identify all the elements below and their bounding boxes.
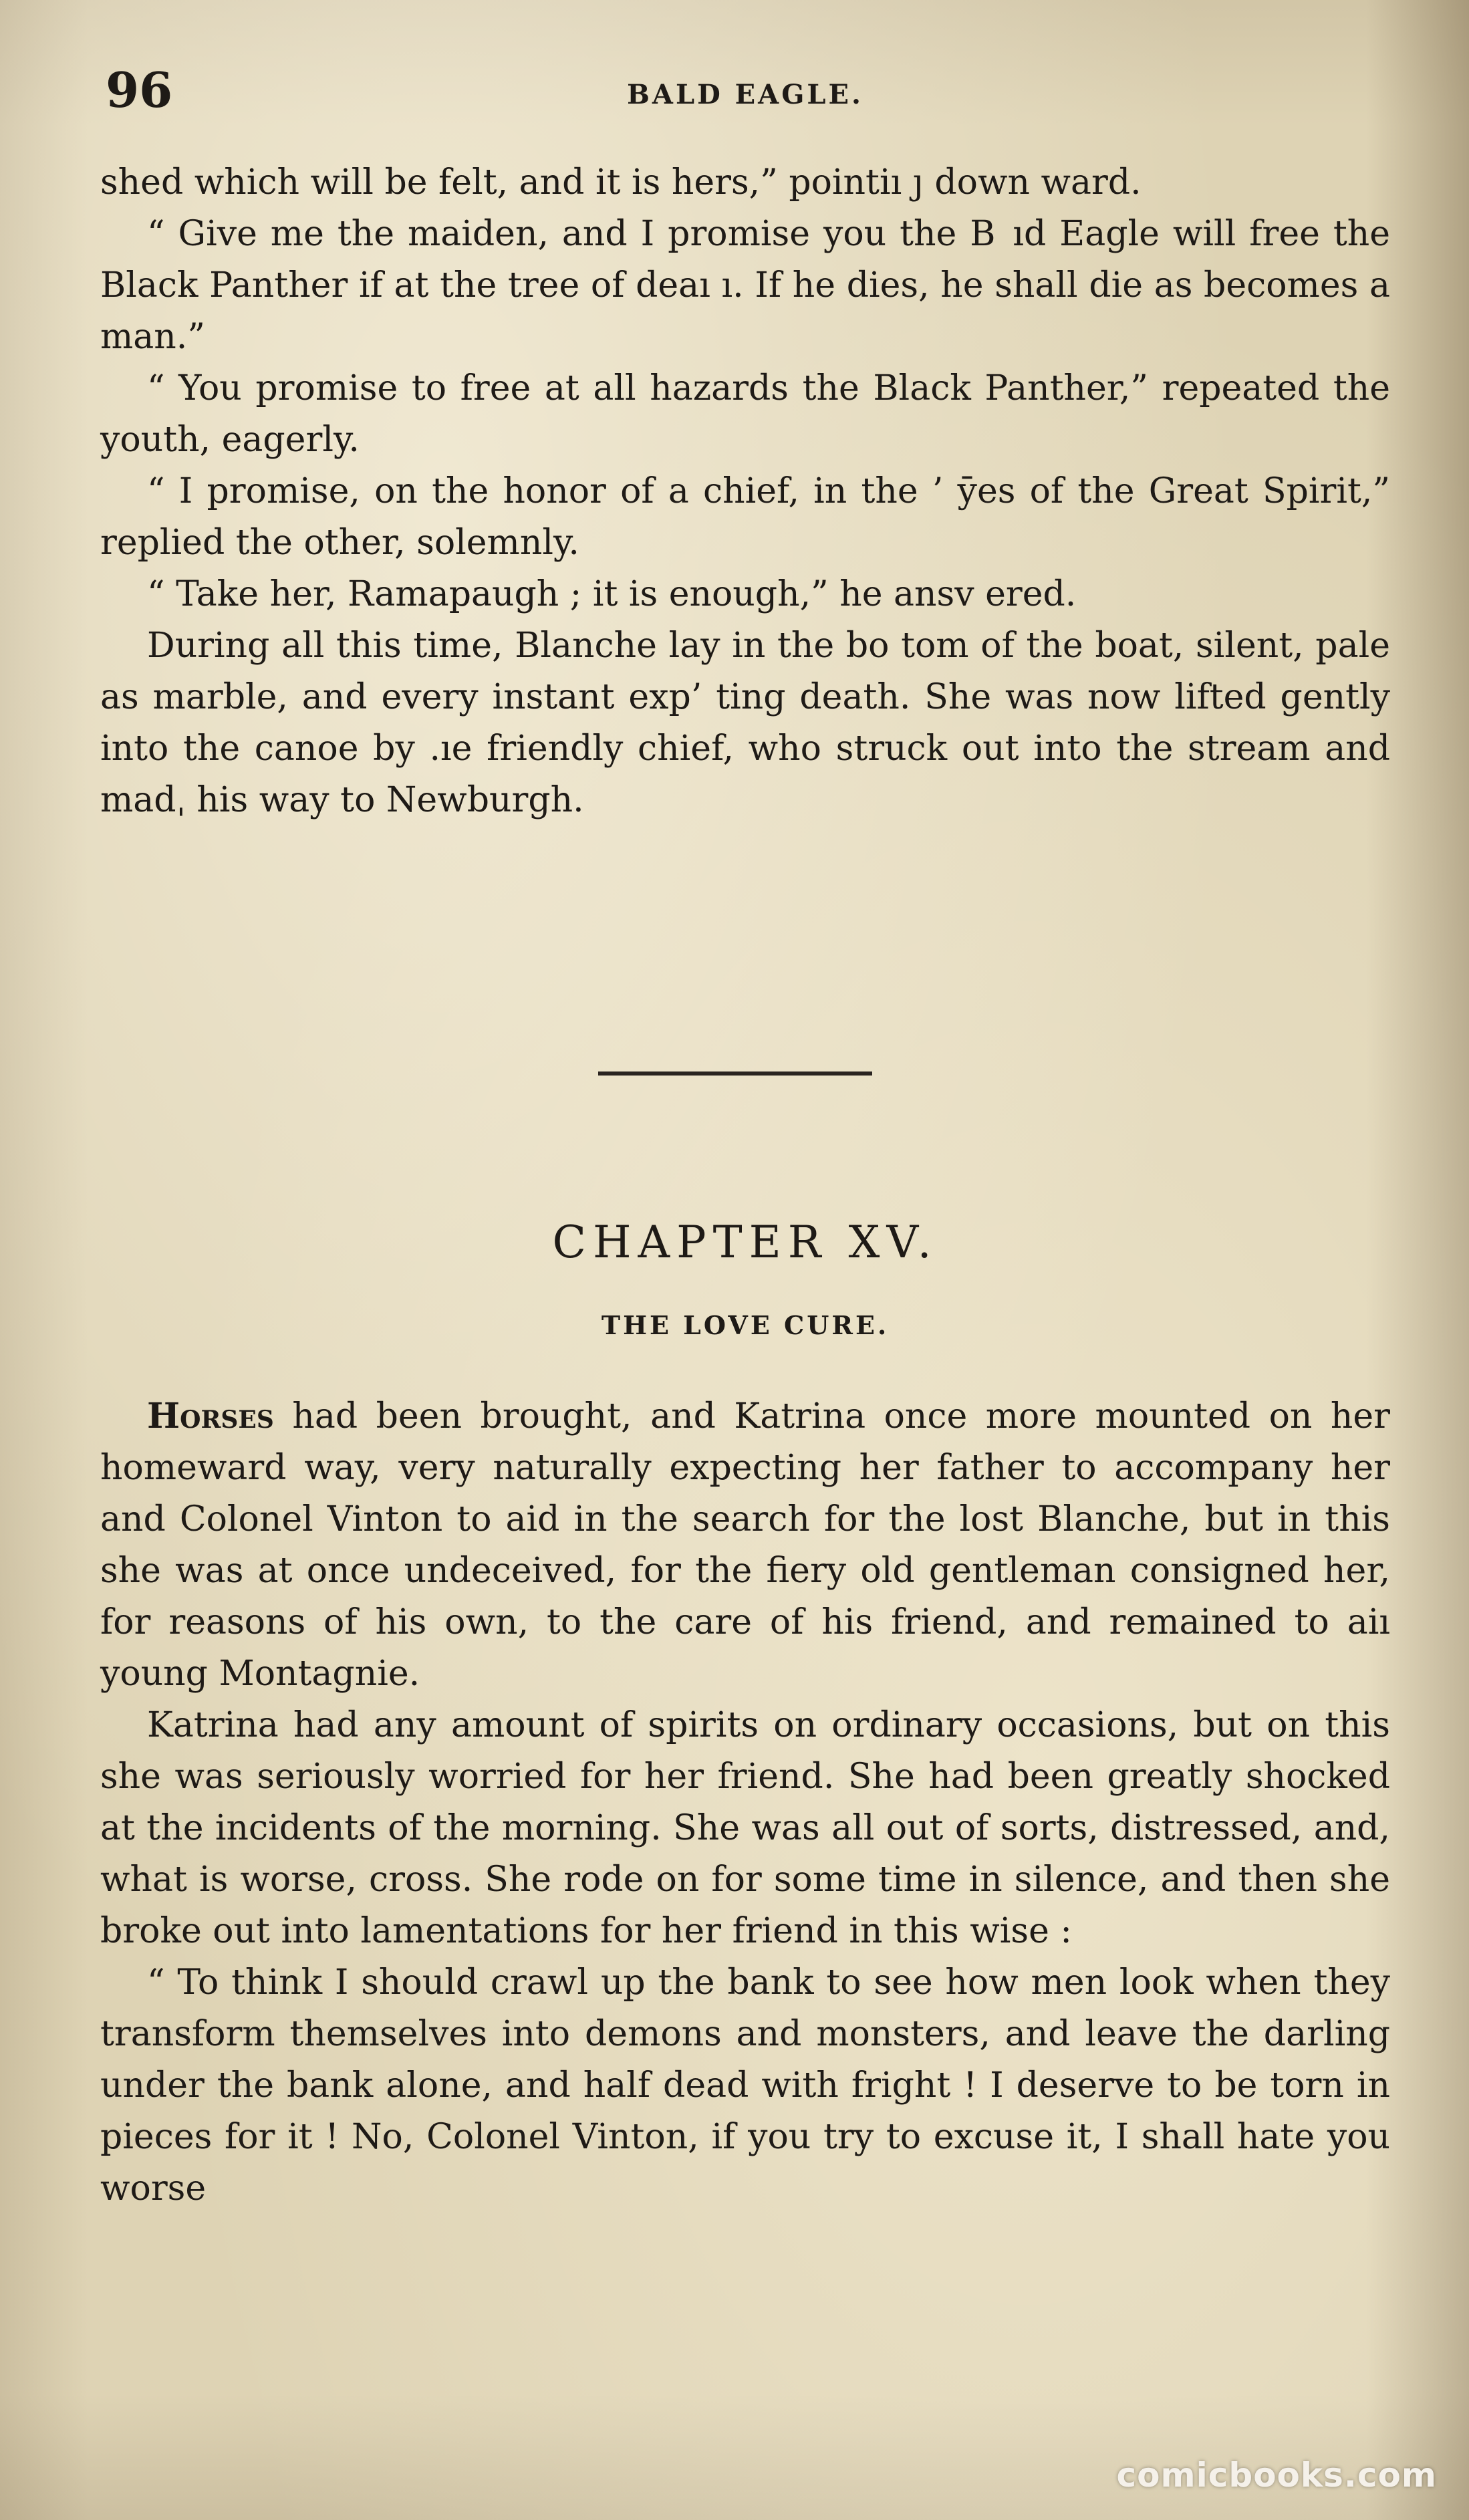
paragraph-text: Katrina had any amount of spirits on ordinary occasions, but on this she was seriously worried for her friend. She had been greatly shocked at the incidents of the morning. She was all out of sorts, distressed, and, what is worse, cross. She rode on for some time in silence, and then she broke out into lamentations for her friend in this wise : xyxy=(100,1705,1390,1951)
paragraph-lead-word: Horses xyxy=(147,1396,274,1436)
page-number: 96 xyxy=(106,61,173,118)
paragraph xyxy=(100,1957,1390,2215)
paragraph: “ Take her, Ramapaugh ; it is enough,” he ansv ered. xyxy=(147,574,1077,614)
paragraph: “ I promise, on the honor of a chief, in the ’ ȳes of the Great Spirit,” replied the other, solemnly. xyxy=(100,471,1390,563)
chapter-title: CHAPTER XV. xyxy=(552,1217,938,1268)
paragraph: “ Give me the maiden, and I promise you the B ıd Eagle will free the Black Panther if at the tree of deaı ı. If he dies, he shall die as becomes a man.” xyxy=(100,214,1390,357)
paragraph: “ You promise to free at all hazards the Black Panther,” repeated the youth, eagerly. xyxy=(100,368,1390,460)
text-block-bottom xyxy=(100,1390,1390,2215)
paragraph xyxy=(100,1700,1390,1957)
paragraph-text: had been brought, and Katrina once more mounted on her homeward way, very naturally expecting her father to accompany her and Colonel Vinton to aid in the search for the lost Blanche, but in this she was at once undeceived, for the fiery old gentleman consigned her, for reasons of his own, to the care of his friend, and remained to aiı young Montagnie. xyxy=(100,1396,1390,1694)
paragraph xyxy=(100,1390,1390,1700)
section-divider-rule xyxy=(598,1072,872,1076)
chapter-subtitle: THE LOVE CURE. xyxy=(601,1310,890,1340)
paragraph: During all this time, Blanche lay in the bo tom of the boat, silent, pale as marble, and every instant exp’ ting death. She was now lifted gently into the canoe by .ıe friendly chief, who struck out into the stream and madˌ his way to Newburgh. xyxy=(100,626,1390,820)
text-block-top xyxy=(100,157,1390,826)
running-head xyxy=(100,61,1390,120)
running-title: BALD EAGLE. xyxy=(627,79,863,110)
paragraph-text: “ To think I should crawl up the bank to see how men look when they transform themselves into demons and monsters, and leave the darling under the bank alone, and half dead with fright ! I deserve to be torn in pieces for it ! No, Colonel Vinton, if you try to excuse it, I shall hate you worse xyxy=(100,1963,1390,2209)
watermark: comicbooks.com xyxy=(1116,2456,1437,2495)
paragraph: shed which will be felt, and it is hers,” pointiı ȷ down ward. xyxy=(100,162,1142,203)
